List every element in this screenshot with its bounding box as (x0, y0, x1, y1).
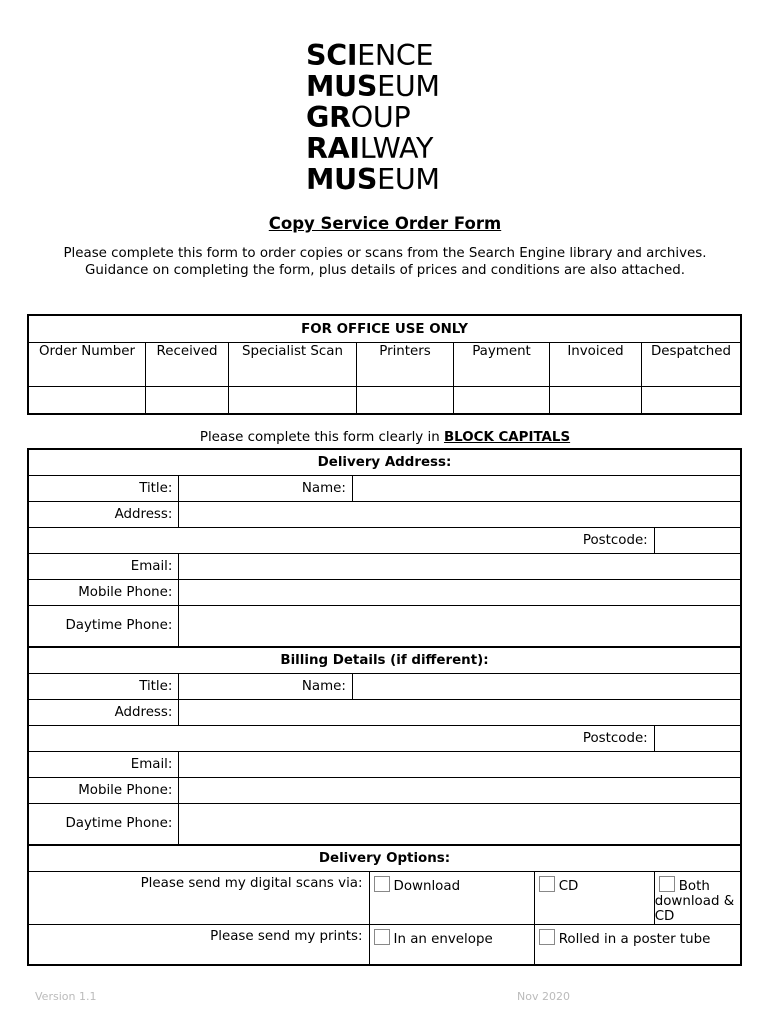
option-poster-tube[interactable]: Rolled in a poster tube (534, 925, 741, 965)
office-cell[interactable] (146, 387, 229, 414)
billing-email-label: Email: (28, 752, 179, 778)
museum-logo (306, 40, 486, 195)
logo-line-4: RAILWAY (306, 132, 434, 165)
form-intro: Please complete this form to order copies or scans from the Search Engine library and archives. Guidance on completing the form, plus details of prices and conditions are also attached. (63, 246, 707, 278)
checkbox-poster-tube[interactable] (539, 929, 555, 945)
office-cell[interactable] (454, 387, 550, 414)
checkbox-both[interactable] (659, 876, 675, 892)
delivery-title-label: Title: (28, 476, 179, 502)
scans-label: Please send my digital scans via: (28, 872, 369, 925)
instruction-line: Please complete this form clearly in BLOCK CAPITALS (199, 430, 571, 445)
office-cell[interactable] (550, 387, 642, 414)
billing-heading: Billing Details (if different): (28, 647, 741, 674)
office-cell[interactable] (229, 387, 357, 414)
delivery-mobile-field[interactable] (179, 580, 741, 606)
delivery-name-label: Name: (179, 476, 352, 502)
option-both[interactable]: Both download & CD (654, 872, 741, 925)
logo-line-3: GROUP (306, 101, 411, 134)
office-use-table (27, 314, 742, 415)
billing-name-label: Name: (179, 674, 352, 700)
form-title: Copy Service Order Form (268, 214, 502, 233)
billing-address-field[interactable] (179, 700, 741, 726)
logo-line-1: SCIENCE (306, 39, 434, 72)
billing-mobile-field[interactable] (179, 778, 741, 804)
checkbox-cd[interactable] (539, 876, 555, 892)
delivery-email-field[interactable] (179, 554, 741, 580)
col-printers: Printers (357, 343, 454, 387)
footer-date: Nov 2020 (517, 990, 570, 1003)
col-received: Received (146, 343, 229, 387)
order-form (27, 448, 742, 966)
logo-line-5: MUSEUM (306, 163, 440, 196)
billing-daytime-field[interactable] (179, 804, 741, 846)
delivery-daytime-field[interactable] (179, 606, 741, 648)
delivery-daytime-label: Daytime Phone: (28, 606, 179, 648)
office-cell[interactable] (642, 387, 742, 414)
billing-postcode-field[interactable] (654, 726, 741, 752)
delivery-name-field[interactable] (352, 476, 741, 502)
option-envelope[interactable]: In an envelope (369, 925, 534, 965)
delivery-postcode-field[interactable] (654, 528, 741, 554)
checkbox-download[interactable] (374, 876, 390, 892)
office-cell[interactable] (28, 387, 146, 414)
delivery-address-label: Address: (28, 502, 179, 528)
delivery-heading: Delivery Address: (28, 449, 741, 476)
delivery-mobile-label: Mobile Phone: (28, 580, 179, 606)
office-cell[interactable] (357, 387, 454, 414)
col-payment: Payment (454, 343, 550, 387)
prints-label: Please send my prints: (28, 925, 369, 965)
delivery-address-field[interactable] (179, 502, 741, 528)
billing-name-field[interactable] (352, 674, 741, 700)
billing-postcode-label: Postcode: (28, 726, 654, 752)
logo-line-2: MUSEUM (306, 70, 440, 103)
billing-email-field[interactable] (179, 752, 741, 778)
delivery-options-heading: Delivery Options: (28, 845, 741, 872)
col-specialist-scan: Specialist Scan (229, 343, 357, 387)
col-despatched: Despatched (642, 343, 742, 387)
billing-address-label: Address: (28, 700, 179, 726)
billing-mobile-label: Mobile Phone: (28, 778, 179, 804)
billing-title-label: Title: (28, 674, 179, 700)
office-heading: FOR OFFICE USE ONLY (28, 315, 741, 343)
option-download[interactable]: Download (369, 872, 534, 925)
checkbox-envelope[interactable] (374, 929, 390, 945)
option-cd[interactable]: CD (534, 872, 654, 925)
delivery-email-label: Email: (28, 554, 179, 580)
billing-daytime-label: Daytime Phone: (28, 804, 179, 846)
delivery-postcode-label: Postcode: (28, 528, 654, 554)
col-invoiced: Invoiced (550, 343, 642, 387)
footer-version: Version 1.1 (35, 990, 97, 1003)
block-capitals-emphasis: BLOCK CAPITALS (443, 430, 571, 445)
col-order-number: Order Number (28, 343, 146, 387)
